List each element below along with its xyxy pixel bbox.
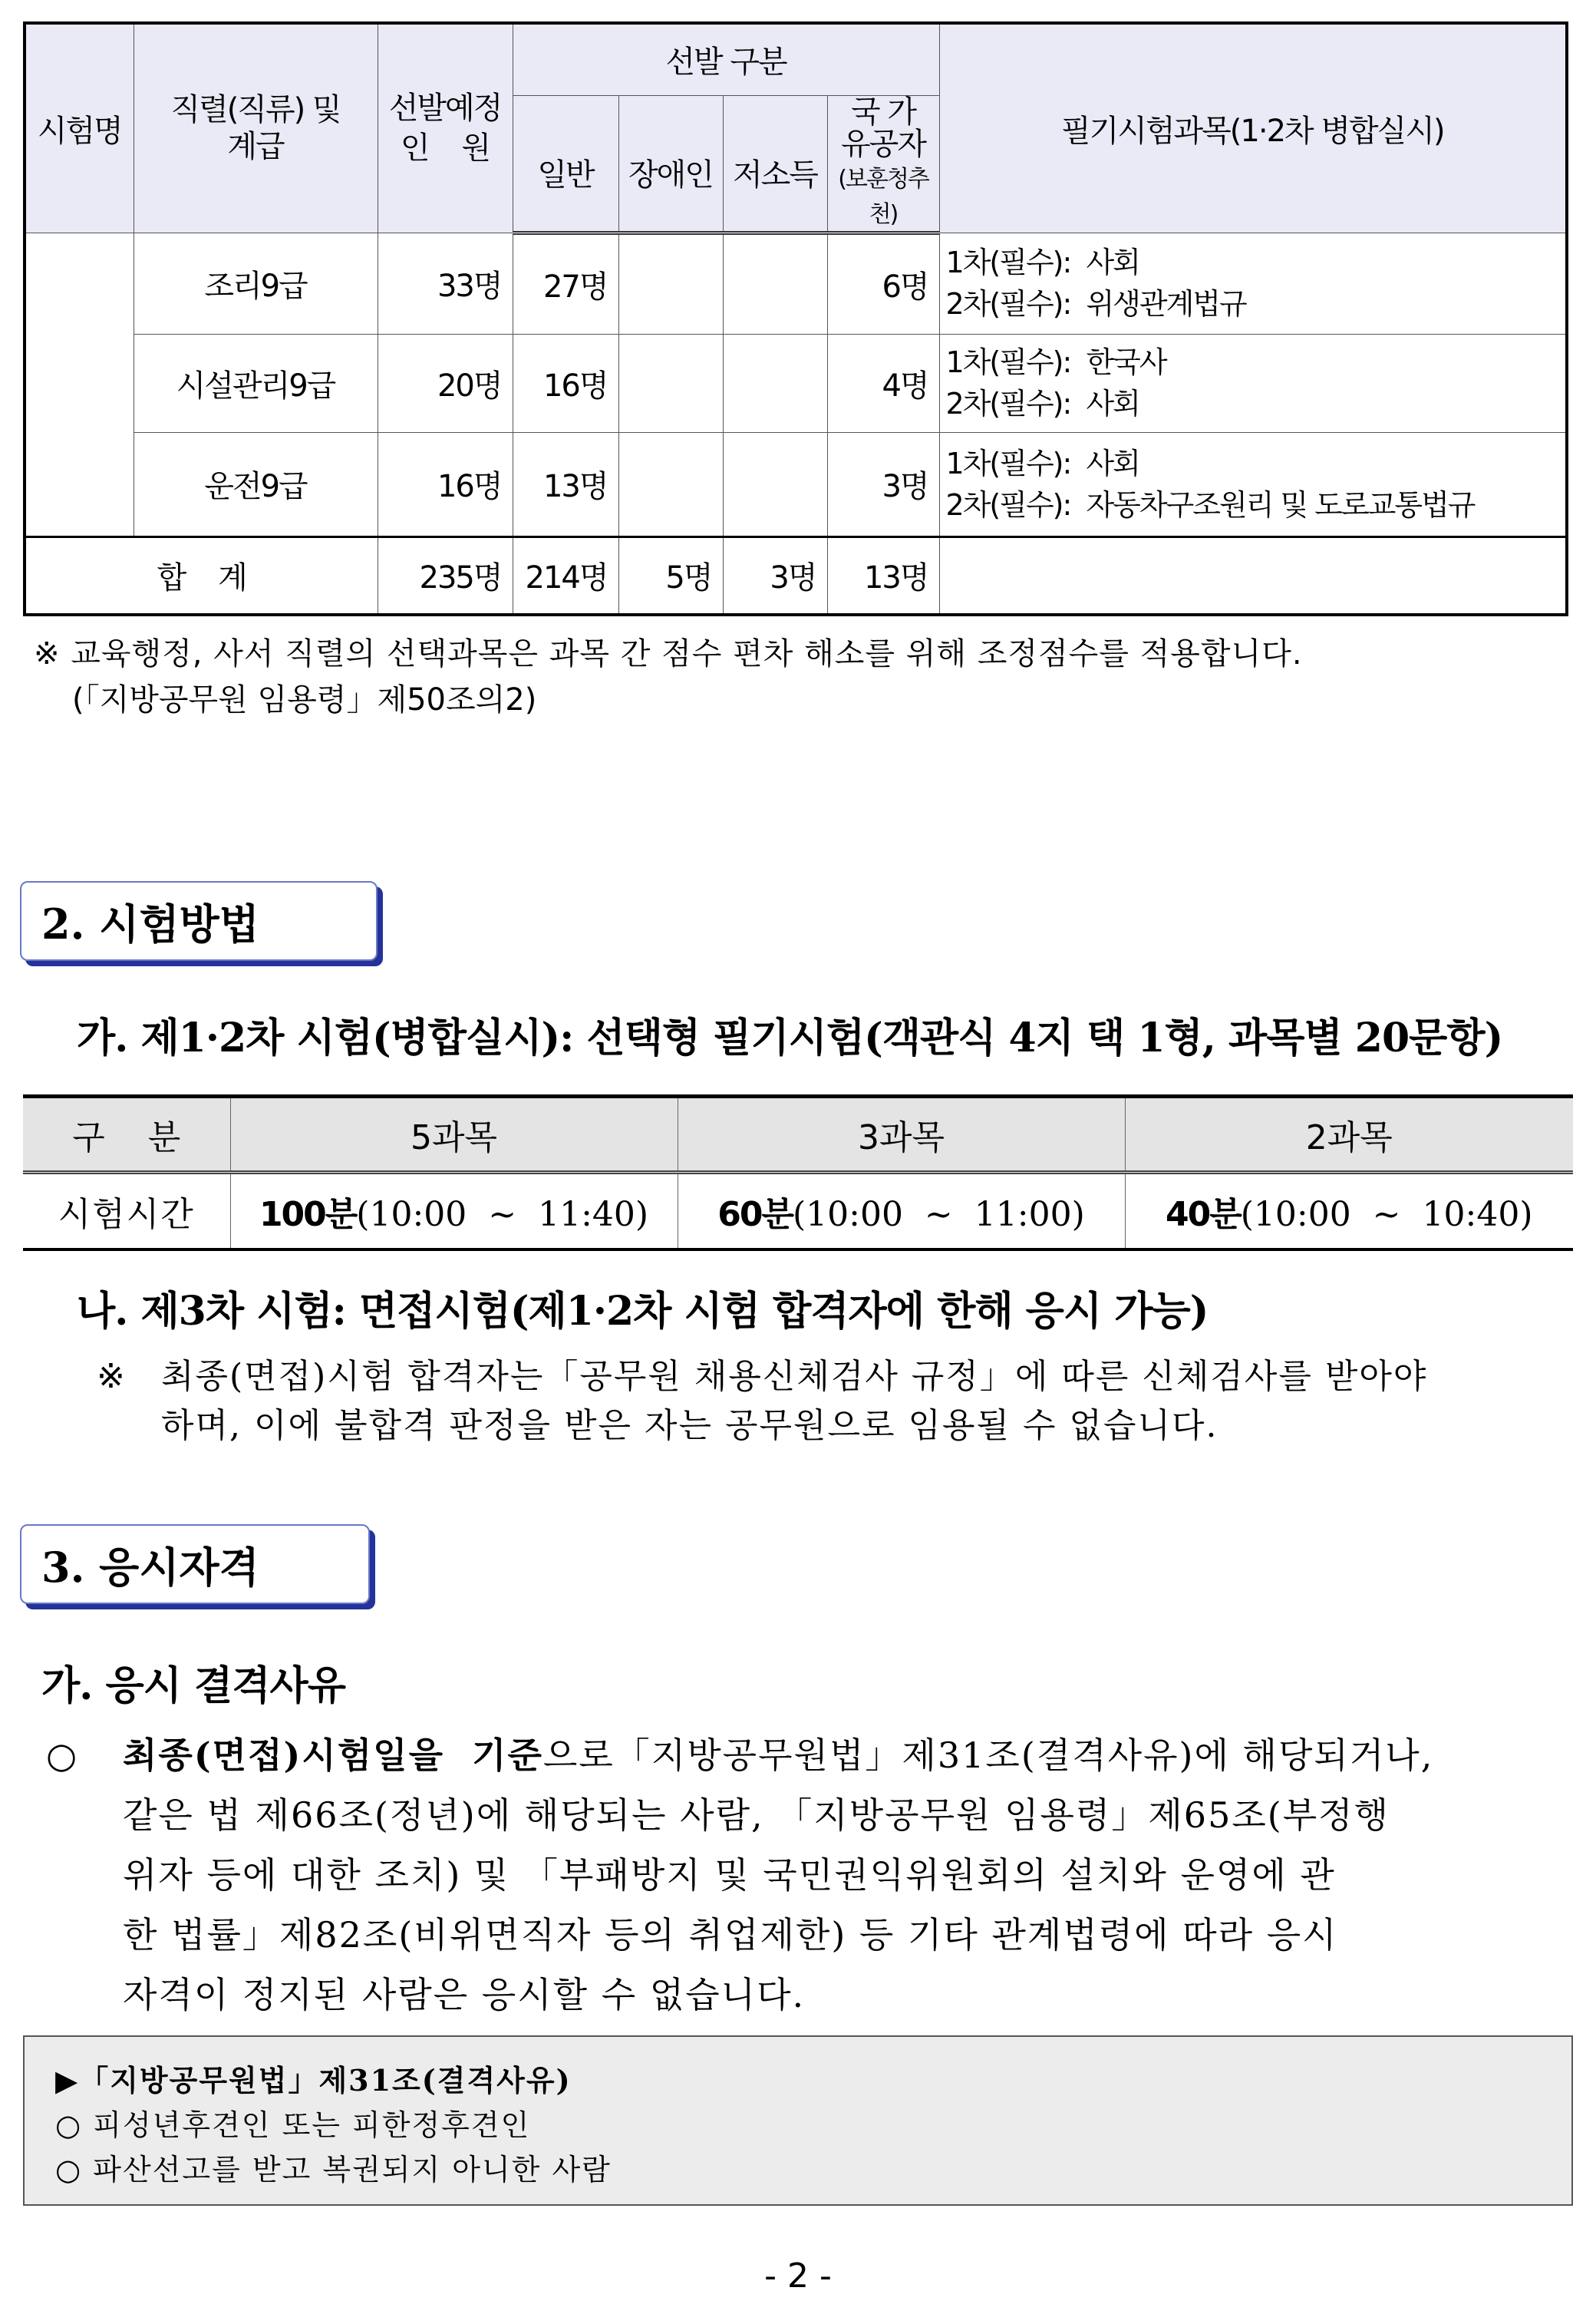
time-cell [230,1173,678,1250]
header-exam: 시험명 [25,23,134,233]
section-2-sub-b: 나. 제3차 시험: 면접시험(제1·2차 시험 합격자에 한해 응시 가능) [77,1288,1209,1335]
header-planned-l2: 인 원 [400,130,490,167]
header-merit [827,95,939,233]
position-cell: 운전9급 [134,432,378,536]
section-3-title: 3. 응시자격 [20,1524,370,1604]
time-range: (10:00 ~ 11:00) [792,1195,1085,1234]
table-row [25,432,1567,536]
header-5-subjects: 5과목 [230,1097,678,1173]
subject-line: 2차(필수): 위생관계법규 [945,287,1246,321]
page-number: - 2 - [764,2256,832,2296]
header-position-l1: 직렬(직류) 및 [170,92,341,128]
low-income-cell [723,432,827,536]
merit-cell: 3명 [827,432,939,536]
header-disabled: 장애인 [618,95,723,233]
general-cell: 13명 [513,432,618,536]
total-subjects [939,536,1567,615]
time-cell [1125,1173,1573,1250]
disabled-cell [618,432,723,536]
para-line: 같은 법 제66조(정년)에 해당되는 사람, 「지방공무원 임용령」제65조(부정행 [123,1794,1390,1836]
bullet: ○ [46,1735,79,1776]
para-line: 으로「지방공무원법」제31조(결격사유)에 해당되거나, [542,1735,1434,1776]
position-cell: 조리9급 [134,233,378,334]
note-line: 하며, 이에 불합격 판정을 받은 자는 공무원으로 임용될 수 없습니다. [161,1406,1218,1445]
low-income-cell [723,334,827,432]
note-physical-exam [97,1352,1573,1451]
disabled-cell [618,233,723,334]
header-position [134,23,378,233]
header-category: 선발 구분 [513,23,939,95]
table-row [25,334,1567,432]
planned-cell: 20명 [378,334,513,432]
header-2-subjects: 2과목 [1125,1097,1573,1173]
note-line: ※ 교육행정, 사서 직렬의 선택과목은 과목 간 점수 편차 해소를 위해 조정점수를 적용합니다. [34,636,1303,672]
subject-line: 1차(필수): 사회 [945,246,1139,279]
subject-line: 1차(필수): 사회 [945,446,1139,480]
general-cell: 27명 [513,233,618,334]
subjects-cell [939,432,1567,536]
list-item: ○ 파산선고를 받고 복권되지 아니한 사람 [55,2153,612,2187]
header-position-l2: 계급 [227,129,284,165]
total-low-income: 3명 [723,536,827,615]
exam-cell [25,233,134,536]
time-range: (10:00 ~ 11:40) [356,1195,649,1234]
total-row [25,536,1567,615]
note-line: 최종(면접)시험 합격자는「공무원 채용신체검사 규정」에 따른 신체검사를 받아야 [161,1357,1428,1396]
box-title: ▶「지방공무원법」제31조(결격사유) [55,2063,572,2098]
header-merit-note: (보훈청추천) [838,165,928,228]
total-merit: 13명 [827,536,939,615]
para-line: 위자 등에 대한 조치) 및 「부패방지 및 국민권익위원회의 설치와 운영에 관 [123,1854,1336,1896]
total-general: 214명 [513,536,618,615]
subject-line: 2차(필수): 사회 [945,387,1139,421]
section-3-sub-a: 가. 응시 결격사유 [41,1662,345,1709]
section-2-sub-a: 가. 제1·2차 시험(병합실시): 선택형 필기시험(객관식 4지 택 1형, 과목별 20문항) [77,1015,1503,1061]
note-mark: ※ [97,1357,127,1396]
table-row [25,233,1567,334]
header-merit-l1: 국 가 [851,94,916,130]
subjects-cell [939,334,1567,432]
para-line: 한 법률」제82조(비위면직자 등의 취업제한) 등 기타 관계법령에 따라 응시 [123,1914,1338,1956]
header-general: 일반 [513,95,618,233]
planned-cell: 33명 [378,233,513,334]
note-adjusted-score [34,631,1561,723]
total-disabled: 5명 [618,536,723,615]
header-planned [378,23,513,233]
subjects-cell [939,233,1567,334]
exam-time-table [23,1094,1573,1251]
para-line: 자격이 정지된 사람은 응시할 수 없습니다. [123,1974,806,2015]
time-cell [678,1173,1125,1250]
planned-cell: 16명 [378,432,513,536]
header-low-income: 저소득 [723,95,827,233]
header-subjects: 필기시험과목(1·2차 병합실시) [939,23,1567,233]
total-planned: 235명 [378,536,513,615]
header-3-subjects: 3과목 [678,1097,1125,1173]
duration: 60분 [717,1195,793,1234]
row-label: 시험시간 [58,1195,195,1234]
selection-quota-table [23,21,1568,616]
note-line: (「지방공무원 임용령」제50조의2) [72,682,537,718]
bold-lead: 최종(면접)시험일을 기준 [123,1735,543,1776]
low-income-cell [723,233,827,334]
table-row [23,1173,1573,1250]
subject-line: 2차(필수): 자동차구조원리 및 도로교통법규 [945,487,1475,522]
total-label: 합 계 [25,536,378,615]
list-item: ○ 피성년후견인 또는 피한정후견인 [55,2108,531,2142]
header-merit-l2: 유공자 [841,126,925,162]
merit-cell: 4명 [827,334,939,432]
time-range: (10:00 ~ 10:40) [1240,1195,1533,1234]
disabled-cell [618,334,723,432]
header-planned-l1: 선발예정 [388,91,502,127]
subject-line: 1차(필수): 한국사 [945,345,1166,379]
law-excerpt-box [23,2035,1573,2206]
section-2-title: 2. 시험방법 [20,881,378,961]
duration: 40분 [1166,1195,1241,1234]
position-cell: 시설관리9급 [134,334,378,432]
general-cell: 16명 [513,334,618,432]
merit-cell: 6명 [827,233,939,334]
duration: 100분 [259,1195,357,1234]
header-division: 구 분 [23,1097,230,1173]
